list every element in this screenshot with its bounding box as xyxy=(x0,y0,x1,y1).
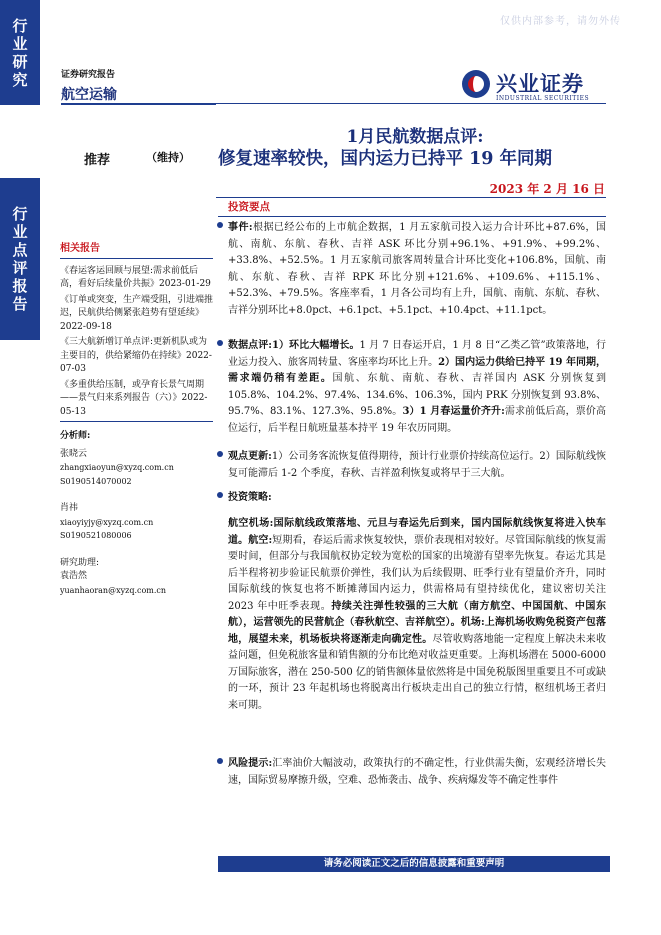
risk-paragraph xyxy=(228,756,606,789)
left-column xyxy=(60,242,213,597)
assistant-name: 袁浩然 xyxy=(60,571,88,581)
strategy-paragraph xyxy=(228,516,606,714)
related-divider xyxy=(60,258,213,259)
data-review-t3: 需求前低后高，票价高位运行，后半程日航班量基本持平 19 年农历同期。 xyxy=(228,406,607,434)
sidebar-bottom-label: 行业点评报告 xyxy=(10,206,29,314)
strategy-heading xyxy=(228,490,606,507)
strategy-t1: 短期看，春运后需求恢复较快，票价表现相对较好。尽管国际航线的恢复需要时间，但部分与我国航权协定较为宽松的国家的出境游有望率先恢复。春运尤其是后半程将初步验证民航票价弹性，我们认为后续假期、旺季行业有望量价齐升，同时国际航线的恢复也将不断摊薄国内运力，供需格局有望持续优化，建议密切关注 2023 年中旺季表现。 xyxy=(228,534,607,612)
key-points-header xyxy=(218,200,606,217)
related-title: 相关报告 xyxy=(60,243,100,254)
analyst-id: S0190514070002 xyxy=(60,476,132,486)
event-paragraph xyxy=(228,220,606,319)
bullet-icon xyxy=(217,492,223,498)
risk-text: 汇率油价大幅波动，政策执行的不确定性，行业供需失衡，宏观经济增长失速，国际贸易摩擦升级，空难、恐怖袭击、战争、疾病爆发等不确定性事件 xyxy=(228,758,606,786)
data-review-h2: 2）国内运力供给已持平 19 年同期，需求端仍稍有差距。 xyxy=(228,356,606,384)
analyst-id: S0190521080006 xyxy=(60,531,132,540)
sidebar-top-label: 行业研究 xyxy=(10,18,29,90)
company-logo xyxy=(462,68,602,108)
strategy-t2: 尽管收购落地能一定程度上解决未来收益问题，但免税旅客量和销售额的分布比绝对收益更重要。上海机场潜在 5000-6000 万国际旅客，潜在 250-500 亿的销售额体量依然将是中国免税版图里重要且不可或缺的一环，预计 23 年起机场也将脱离出行板块走出自己的独立行情，枢纽机场王者归来可期。 xyxy=(228,633,607,711)
related-item[interactable]: 《多重供给压制，或孕育长景气周期——景气归来系列报告（六）》2022-05-13 xyxy=(60,379,208,417)
date-divider xyxy=(216,197,606,198)
rating-sub: （维持） xyxy=(146,151,190,164)
analyst-entry xyxy=(60,502,213,543)
key-points-title: 投资要点 xyxy=(228,201,270,213)
bullet-icon xyxy=(217,451,223,457)
strategy-h1: 航空机场:国际航线政策落地、元旦与春运先后到来，国内国际航线恢复将进入快车道。 xyxy=(228,518,606,546)
related-item[interactable]: 《春运客运回顾与展望:需求前低后高，看好后续量价共振》2023-01-29 xyxy=(60,265,211,289)
analyst-email[interactable]: zhangxiaoyun@xyzq.com.cn xyxy=(60,463,174,472)
analyst-name: 张晓云 xyxy=(60,448,88,459)
logo-english: INDUSTRIAL SECURITIES xyxy=(496,95,590,102)
analyst-entry xyxy=(60,448,213,489)
assistant-entry xyxy=(60,557,213,598)
view-update-text: 1）公司务客流恢复值得期待，预计行业票价持续高位运行。2）国际航线恢复可能滞后 1-2 个季度，春秋、吉祥盈利恢复或将早于三大航。 xyxy=(228,451,606,479)
assistant-email[interactable]: yuanhaoran@xyzq.com.cn xyxy=(60,585,167,595)
data-review-label: 数据点评: xyxy=(228,340,272,351)
risk-label: 风险提示: xyxy=(228,758,273,769)
data-review-paragraph xyxy=(228,338,606,437)
event-text: 根据已经公布的上市航企数据，1 月五家航司投入运力合计环比+87.6%，国航、南航、东航、春秋、吉祥 ASK 环比分别+96.1%、+91.9%、+99.2%、+33.8%、+52.5%。1 月五家航司旅客周转量合计环比变化+106.8%，国航、南航、东航、春秋、吉祥 RPK 环比分别+121.6%、+109.6%、+115.1%、+52.3%、+79.5%。客座率看，1 月各公司均有上升，国航、南航、东航、春秋、吉祥分别环比+8.0pct、+6.1pct、+5.1pct、+10.4pct、+11.1pct。 xyxy=(228,222,606,316)
data-review-t1: 1 月 7 日春运开启，1 月 8 日“乙类乙管”政策落地，行业运力投入、旅客周转量、客座率均环比上升。 xyxy=(228,340,606,368)
page-title-line1: 1月民航数据点评: xyxy=(346,127,484,147)
view-update-label: 观点更新: xyxy=(228,451,272,462)
related-item[interactable]: 《三大航新增订单点评:更新机队或为主要目的，供给紧缩仍在持续》2022-07-03 xyxy=(60,337,212,374)
logo-chinese: 兴业证券 xyxy=(496,71,584,96)
strategy-h3: 持续关注弹性较强的三大航（南方航空、中国国航、中国东航），运营领先的民营航企（春秋航空、吉祥航空）。机场:上海机场收购免税资产包落地，展望未来，机场板块将逐渐走向确定性。 xyxy=(228,600,606,645)
watermark: 仅供内部参考，请勿外传 xyxy=(500,16,621,27)
logo-mark-icon xyxy=(462,70,490,98)
analyst-block xyxy=(60,430,213,597)
related-item[interactable]: 《订单或突变，生产端受阻，引进端推迟，民航供给侧紧张趋势有望延续》2022-09-18 xyxy=(60,294,214,332)
page-title-line2: 修复速率较快，国内运力已持平 19 年同期 xyxy=(218,149,553,169)
data-review-h3: 3）1 月春运量价齐升: xyxy=(402,406,505,417)
bullet-icon xyxy=(217,758,223,764)
header-divider xyxy=(216,103,606,104)
rating-label: 推荐 xyxy=(84,153,111,168)
assistant-title: 研究助理: xyxy=(60,557,100,568)
strategy-h2: 航空: xyxy=(248,534,273,546)
event-label: 事件: xyxy=(228,222,253,233)
analyst-title: 分析师: xyxy=(60,431,91,441)
disclaimer-bar: 请务必阅读正文之后的信息披露和重要声明 xyxy=(218,856,610,872)
data-review-t2: 国航、东航、南航、春秋、吉祥国内 ASK 分别恢复到 105.8%、104.2%、97.4%、134.6%、106.3%，国内 PRK 分别恢复到 93.8%、95.7%、83.1%、127.3%、95.8%。 xyxy=(228,373,606,417)
sector-name: 航空运输 xyxy=(61,87,117,103)
report-date: 2023 年 2 月 16 日 xyxy=(489,182,605,196)
analyst-name: 肖祎 xyxy=(60,503,79,513)
bullet-icon xyxy=(217,222,223,228)
analyst-email[interactable]: xiaoyiyjy@xyzq.com.cn xyxy=(60,517,154,527)
sector-divider xyxy=(61,103,216,105)
analyst-divider xyxy=(60,421,213,422)
data-review-h1: 1）环比大幅增长。 xyxy=(271,340,360,351)
key-points-divider xyxy=(218,216,606,217)
view-update-paragraph xyxy=(228,449,606,482)
report-type: 证券研究报告 xyxy=(61,70,116,80)
strategy-label: 投资策略: xyxy=(228,492,272,503)
bullet-icon xyxy=(217,340,223,346)
